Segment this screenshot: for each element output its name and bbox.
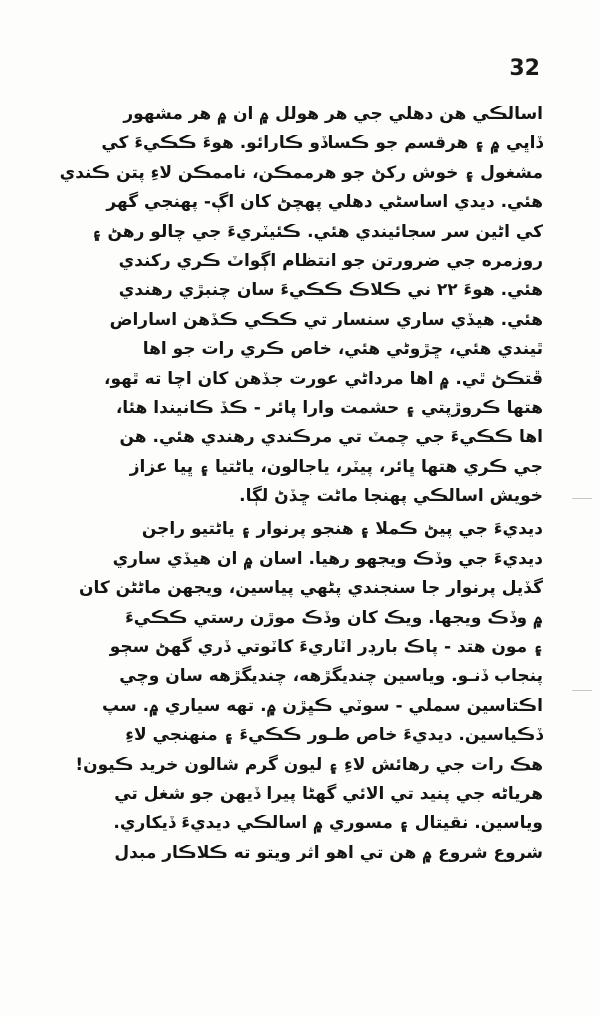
text-line: وياسين. نقيتال ۽ مسوري ۾ اسالڪي ديديءَ ڏيکاري. bbox=[113, 813, 543, 834]
show-through-mark bbox=[572, 690, 592, 691]
text-line: ڦتڪڻ ٿي. ۾ اها مرداڻي عورت جڏهن کان اچا ته ٿهو، bbox=[104, 368, 543, 389]
text-line: روزمره جي ضرورتن جو انتظام اڳواٽ ڪري رکندي bbox=[118, 250, 543, 271]
text-line: اسالڪي هن دهلي جي هر هولل ۾ ان ۾ هر مشهور bbox=[123, 104, 543, 124]
text-line: ۽ مون هتد - پاڪ بارڊر اٽاريءَ کاٽوتي ڏري گهڻ سڄو bbox=[109, 637, 543, 658]
text-line: گڏيل پرنوار جا سنجندي پڻهي پياسين، ويجهن ماڻڻن کان bbox=[78, 578, 543, 599]
text-line: هئي. ديدي اساسڻي دهلي پهچڻ کان اڳ- پهنجي گهر bbox=[106, 192, 543, 213]
text-line: خويش اسالڪي پهنجا ماڻت ڇڏڻ لڳا. bbox=[239, 486, 543, 507]
text-line: کي اڻين سر سجائيندي هئي. ڪئيٽريءَ جي چالو رهڻ ۽ bbox=[91, 221, 543, 242]
text-line: ڏڪياسين. ديديءَ خاص طـور ڪڪيءَ ۽ منهنجي لاءِ bbox=[125, 725, 543, 746]
text-line: هتها ڪروڙپتي ۽ حشمت وارا پائر - ڪڏ ڪانيندا هئا، bbox=[115, 397, 543, 418]
text-line: ۾ وڏڪ ويجها. ويڪ کان وڏڪ موڙن رستي ڪڪيءَ bbox=[125, 607, 543, 628]
body-text bbox=[28, 100, 543, 868]
text-line: اڪتاسين سملي - سوٽي ڪڀڙن ۾. تهه سياري ۾. سپ bbox=[101, 695, 543, 716]
text-line: هئي. هيڏي ساري سنسار تي ڪڪي ڪڏهن اساراض bbox=[109, 309, 543, 330]
paragraph bbox=[28, 515, 543, 868]
text-line: هرياڻه جي پنيد تي الائي گهڻا پيرا ڏيهن جو شغل تي bbox=[114, 783, 543, 804]
text-line: ٿيندي هئي، ڇڙوڻي هئي، خاص ڪري رات جو اها bbox=[142, 339, 543, 360]
page-number: 32 bbox=[509, 56, 540, 81]
paragraph bbox=[28, 100, 543, 511]
text-line: اها ڪڪيءَ جي چمٽ تي مرڪندي رهندي هئي. هن bbox=[119, 427, 543, 448]
text-line: پنجاب ڏنـو. وياسين چنديگڙهه، چنديگڙهه سان وچي bbox=[119, 666, 543, 687]
text-line: مشغول ۽ خوش رکڻ جو هرممڪن، ناممڪن لاءِ پتن ڪندي bbox=[59, 162, 543, 183]
show-through-mark bbox=[572, 498, 592, 499]
text-line: هڪ رات جي رهائش لاءِ ۽ ليون گرم شالون خريد ڪيون! bbox=[75, 754, 543, 775]
text-line: ديديءَ جي پيڻ ڪملا ۽ هنجو پرنوار ۽ ياڻتيو راجن bbox=[141, 519, 543, 540]
text-line: جي ڪري هتها ڀائر، پيٽر، ياجالون، ياڻتيا ۽ ڀيا عزاز bbox=[129, 456, 543, 477]
text-line: ديديءَ جي وڏڪ ويجهو رهيا. اسان ۾ ان هيڏي ساري bbox=[112, 548, 543, 569]
text-line: ڏاڀي ۾ ۽ هرقسم جو ڪساڏو ڪارائو. هوءَ ڪڪيءَ کي bbox=[101, 133, 543, 154]
text-line: شروع شروع ۾ هن تي اهو اثر ويتو ته ڪلاڪار مبدل bbox=[114, 842, 543, 863]
text-line: هئي. هوءَ ٢٢ ني ڪلاڪ ڪڪيءَ سان چنبڙي رهندي bbox=[118, 280, 543, 301]
